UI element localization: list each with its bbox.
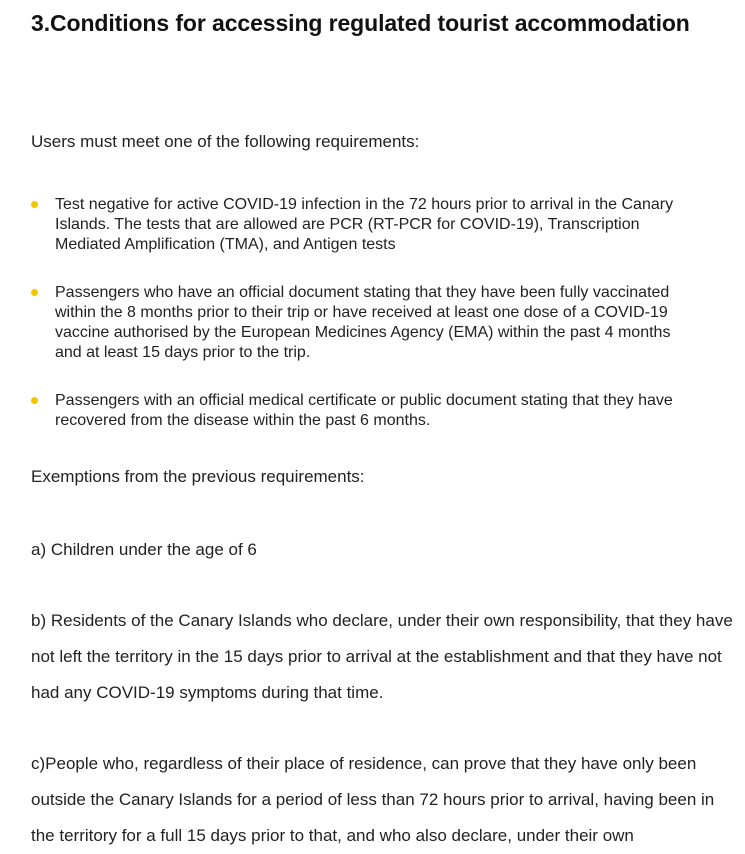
requirement-line: Mediated Amplification (TMA), and Antigen tests [55,236,396,253]
requirement-line: Islands. The tests that are allowed are PCR (RT-PCR for COVID-19), Transcription [55,216,640,233]
requirement-line: Passengers who have an official document stating that they have been fully vaccinated [55,284,670,301]
requirement-item [31,391,731,431]
exemption-line: a) Children under the age of 6 [31,540,257,559]
requirement-item [31,195,731,255]
bullet-dot-icon [31,289,38,296]
requirements-intro: Users must meet one of the following requirements: [31,132,420,151]
exemption-line: had any COVID-19 symptoms during that time. [31,683,384,702]
bullet-dot-icon [31,201,38,208]
requirement-item [31,283,731,363]
requirement-line: vaccine authorised by the European Medicines Agency (EMA) within the past 4 months [55,324,671,341]
exemption-line: the territory for a full 15 days prior to that, and who also declare, under their own [31,826,634,845]
exemption-line: c)People who, regardless of their place of residence, can prove that they have only been [31,754,697,773]
requirements-list [31,195,731,459]
exemption-line: not left the territory in the 15 days prior to arrival at the establishment and that they have not [31,647,722,666]
requirement-line: Test negative for active COVID-19 infection in the 72 hours prior to arrival in the Canary [55,196,674,213]
requirement-line: Passengers with an official medical certificate or public document stating that they have [55,392,673,409]
exemption-item [31,603,733,711]
exemption-line: outside the Canary Islands for a period of less than 72 hours prior to arrival, having been in [31,790,715,809]
requirement-line: within the 8 months prior to their trip or have received at least one dose of a COVID-19 [55,304,668,321]
exemption-line: b) Residents of the Canary Islands who declare, under their own responsibility, that they have [31,611,733,630]
bullet-dot-icon [31,397,38,404]
exemption-item [31,532,257,568]
requirement-line: and at least 15 days prior to the trip. [55,344,311,361]
exemption-item [31,746,714,854]
exemptions-heading: Exemptions from the previous requirements: [31,467,365,486]
section-title: 3.Conditions for accessing regulated tourist accommodation [31,10,690,36]
requirement-line: recovered from the disease within the past 6 months. [55,412,431,429]
